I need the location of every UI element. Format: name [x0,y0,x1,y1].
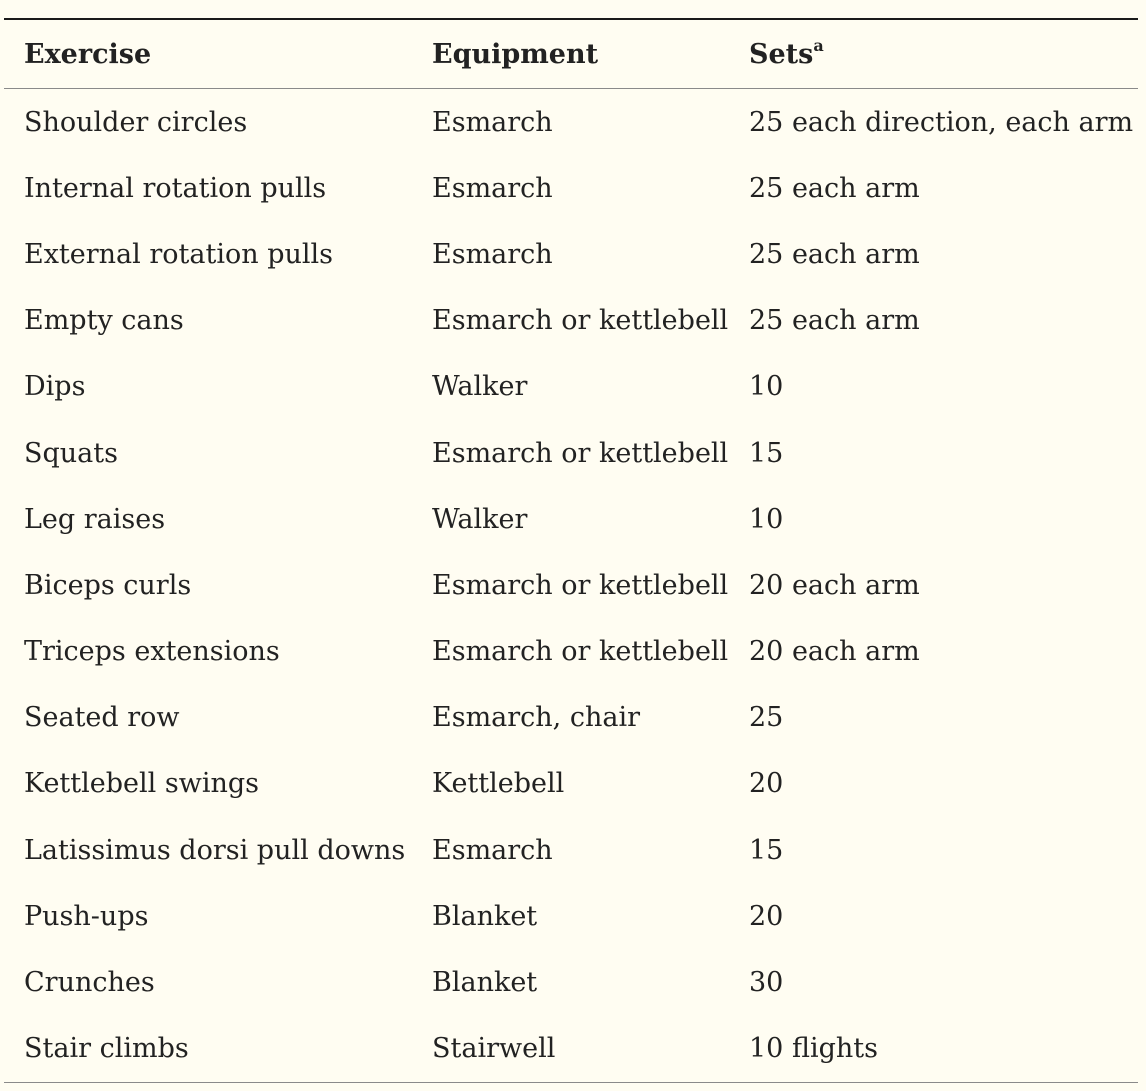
header-sets [729,19,1138,89]
cell-equipment: Esmarch [432,834,553,866]
cell-equipment: Walker [432,503,528,535]
table-row [4,89,1138,156]
cell-equipment: Esmarch or kettlebell [432,636,729,668]
cell-sets: 10 flights [749,1033,878,1065]
cell-sets: 25 each arm [749,238,920,270]
cell-sets: 15 [749,834,784,866]
table-row [4,486,1138,552]
table-row [4,883,1138,949]
cell-equipment: Esmarch, chair [432,702,640,734]
cell-exercise: Leg raises [24,503,166,535]
cell-equipment: Esmarch or kettlebell [432,437,729,469]
table-row [4,1016,1138,1083]
cell-equipment: Blanket [432,967,538,999]
table-row [4,354,1138,420]
table-row [4,420,1138,486]
table-row [4,288,1138,354]
cell-sets: 15 [749,437,784,469]
cell-exercise: Squats [24,437,118,469]
cell-exercise: Push-ups [24,900,149,932]
cell-sets: 25 each arm [749,305,920,337]
cell-equipment: Esmarch [432,238,553,270]
table-header-row [4,19,1138,89]
cell-equipment: Stairwell [432,1033,556,1065]
table-row [4,817,1138,883]
cell-equipment: Esmarch or kettlebell [432,569,729,601]
cell-exercise: Latissimus dorsi pull downs [24,834,406,866]
table-row [4,619,1138,685]
cell-sets: 20 [749,900,784,932]
header-exercise: Exercise [24,38,152,70]
cell-exercise: Kettlebell swings [24,768,259,800]
cell-exercise: Shoulder circles [24,106,248,138]
header-sets-label: Sets [749,38,814,70]
cell-sets: 10 [749,371,784,403]
cell-equipment: Walker [432,371,528,403]
sets-footnote-marker: a [813,35,824,55]
cell-exercise: External rotation pulls [24,238,333,270]
cell-sets: 20 [749,768,784,800]
table-row [4,221,1138,287]
cell-exercise: Dips [24,371,86,403]
exercise-table-container [4,18,1138,1083]
cell-exercise: Stair climbs [24,1033,189,1065]
cell-exercise: Triceps extensions [24,636,280,668]
cell-sets: 25 each arm [749,172,920,204]
table-row [4,751,1138,817]
cell-exercise: Seated row [24,702,180,734]
cell-sets: 25 [749,702,784,734]
cell-equipment: Esmarch or kettlebell [432,305,729,337]
header-equipment: Equipment [432,38,599,70]
cell-equipment: Esmarch [432,106,553,138]
cell-sets: 30 [749,967,784,999]
cell-exercise: Internal rotation pulls [24,172,327,204]
cell-equipment: Kettlebell [432,768,565,800]
exercise-table [4,18,1138,1083]
cell-exercise: Biceps curls [24,569,192,601]
cell-exercise: Empty cans [24,305,184,337]
table-body [4,89,1138,1083]
table-row [4,155,1138,221]
table-row [4,949,1138,1015]
cell-sets: 20 each arm [749,569,920,601]
cell-equipment: Blanket [432,900,538,932]
cell-equipment: Esmarch [432,172,553,204]
table-row [4,552,1138,618]
cell-sets: 25 each direction, each arm [749,106,1134,138]
cell-sets: 20 each arm [749,636,920,668]
cell-sets: 10 [749,503,784,535]
cell-exercise: Crunches [24,967,155,999]
table-row [4,685,1138,751]
